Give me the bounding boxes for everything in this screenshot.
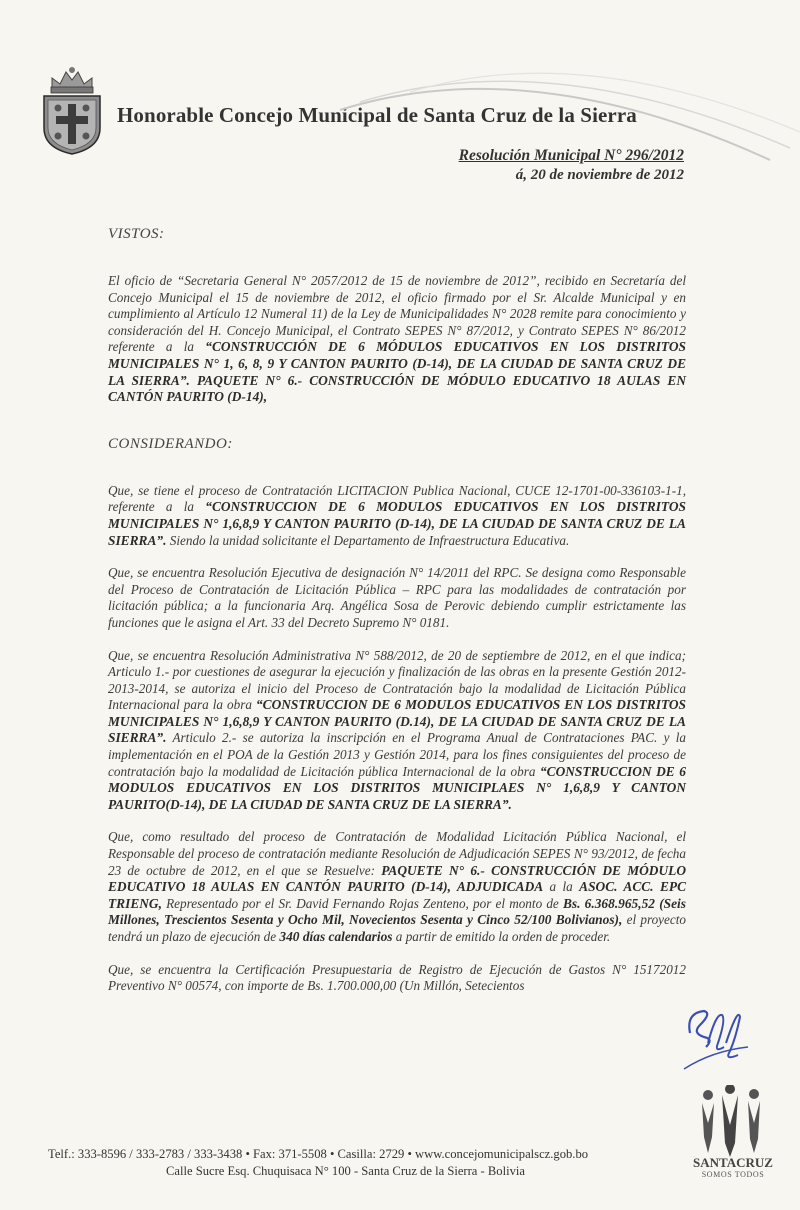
- text-segment: a la: [543, 879, 580, 895]
- resolution-date: á, 20 de noviembre de 2012: [515, 167, 684, 183]
- footer: [48, 1147, 588, 1179]
- text-segment: el proyecto tendrá un plazo de ejecución de: [108, 912, 687, 944]
- text-segment: Que, como resultado del proceso de Contratación de Modalidad Licitación Pública Nacional, el Responsable del proceso de contratación mediante Resolución de Adjudicación SEPES N° 93/2012, de fecha 23 de octubre de 2012, en el que se Resuelve:: [108, 829, 686, 878]
- considerando-paragraph-1: [108, 483, 686, 549]
- vistos-text: El oficio de “Secretaria General N° 2057/2012 de 15 de noviembre de 2012”, recibido en Secretaría del Concejo Municipal el 15 de noviembre de 2012, el oficio firmado por el Sr. Alcalde Municipal y en cumplimiento al Artículo 12 Numeral 11) de la Ley de Municipalidades N° 2028 remite para conocimiento y consideración del H. Concejo Municipal, el Contrato SEPES N° 87/2012, y Contrato SEPES N° 86/2012 referente a la: [108, 273, 686, 355]
- institution-title: Honorable Concejo Municipal de Santa Cruz de la Sierra: [117, 103, 637, 127]
- package-title: PAQUETE N° 6.- CONSTRUCCIÓN DE MÓDULO EDUCATIVO 18 AULAS EN CANTÓN PAURITO (D-14), ADJUDICADA: [108, 862, 686, 895]
- vistos-project-title: “CONSTRUCCIÓN DE 6 MÓDULOS EDUCATIVOS EN LOS DISTRITOS MUNICIPALES N° 1, 6, 8, 9 Y CANTON PAURITO (D-14), DE LA CIUDAD DE SANTA CRUZ DE LA SIERRA”. PAQUETE N° 6.- CONSTRUCCIÓN DE MÓDULO EDUCATIVO 18 AULAS EN CANTÓN PAURITO (D-14),: [108, 339, 686, 405]
- text-segment: Representado por el Sr. David Fernando Rojas Zenteno, por el monto de: [161, 895, 563, 911]
- logo-tagline: SOMOS TODOS: [701, 1170, 765, 1179]
- document-body: [108, 226, 686, 995]
- logo-wordmark: SANTACRUZ: [693, 1155, 773, 1170]
- considerando-paragraph-2: Que, se encuentra Resolución Ejecutiva de designación N° 14/2011 del RPC. Se designa como Responsable del Proceso de Contratación de Licitación Pública – RPC para las modalidades de contratación por licitación pública; a la funcionaria Arq. Angélica Sosa de Perovic debiendo cumplir estrictamente las funciones que le asigna el Art. 33 del Decreto Supremo N° 0181.: [108, 565, 686, 630]
- text-segment: a partir de emitido la orden de proceder.: [392, 929, 611, 944]
- text-segment: Que, se tiene el proceso de Contratación LICITACION Publica Nacional, CUCE 12-1701-00-336103-1-1, referente a la: [108, 482, 686, 515]
- execution-term: 340 días calendarios: [279, 929, 393, 944]
- contract-amount: Bs. 6.368.965,52 (Seis Millones, Trescientos Sesenta y Ocho Mil, Novecientos Sesenta y Cinco 52/100 Bolivianos),: [108, 895, 686, 928]
- text-segment: Siendo la unidad solicitante el Departamento de Infraestructura Educativa.: [166, 532, 570, 548]
- coat-of-arms-icon: [38, 58, 106, 156]
- resolution-block: [459, 147, 684, 184]
- project-title: “CONSTRUCCION DE 6 MODULOS EDUCATIVOS EN LOS DISTRITOS MUNICIPALES N° 1,6,8,9 Y CANTON PAURITO (D.14), DE LA CIUDAD DE SANTA CRUZ DE LA SIERRA”.: [108, 697, 686, 746]
- footer-contact-line: Telf.: 333-8596 / 333-2783 / 333-3438 • Fax: 371-5508 • Casilla: 2729 • www.concejomunicipalscz.gob.bo: [48, 1147, 589, 1161]
- contractor-name: ASOC. ACC. EPC TRIENG,: [108, 879, 686, 911]
- footer-address-line: Calle Sucre Esq. Chuquisaca N° 100 - Santa Cruz de la Sierra - Bolivia: [166, 1164, 525, 1178]
- section-vistos-label: VISTOS:: [108, 226, 165, 242]
- considerando-paragraph-3: [108, 648, 686, 814]
- signature-icon: [682, 1003, 752, 1075]
- considerando-paragraph-4: [108, 829, 686, 945]
- project-title: “CONSTRUCCION DE 6 MODULOS EDUCATIVOS EN LOS DISTRITOS MUNICIPLAES N° 1,6,8,9 Y CANTON PAURITO(D-14), DE LA CIUDAD DE SANTA CRUZ DE LA SIERRA”.: [108, 763, 686, 812]
- considerando-paragraph-5: Que, se encuentra la Certificación Presupuestaria de Registro de Ejecución de Gastos N° 15172012 Preventivo N° 00574, con importe de Bs. 1.700.000,00 (Un Millón, Setecientos: [108, 961, 686, 994]
- section-considerando-label: CONSIDERANDO:: [108, 435, 233, 452]
- text-segment: Articulo 2.- se autoriza la inscripción en el Programa Anual de Contrataciones PAC. y la implementación en el POA de la Gestión 2013 y Gestión 2014, para los fines consiguientes del proceso de contratación bajo la modalidad de Licitación pública Internacional de la obra: [108, 730, 686, 779]
- project-title: “CONSTRUCCION DE 6 MODULOS EDUCATIVOS EN LOS DISTRITOS MUNICIPALES N° 1,6,8,9 Y CANTON PAURITO (D-14), DE LA CIUDAD DE SANTA CRUZ DE LA SIERRA”.: [108, 499, 686, 548]
- text-segment: Que, se encuentra Resolución Administrativa N° 588/2012, de 20 de septiembre de 2012, en el que indica; Articulo 1.- por cuestiones de asegurar la ejecución y finalización de las obras en la presente Gestión 2012-2013-2014, se autoriza el inicio del Proceso de Contratación bajo la modalidad de Licitación Pública Internacional para la obra: [108, 647, 686, 713]
- vistos-paragraph: [108, 273, 686, 406]
- resolution-number: Resolución Municipal N° 296/2012: [458, 147, 684, 164]
